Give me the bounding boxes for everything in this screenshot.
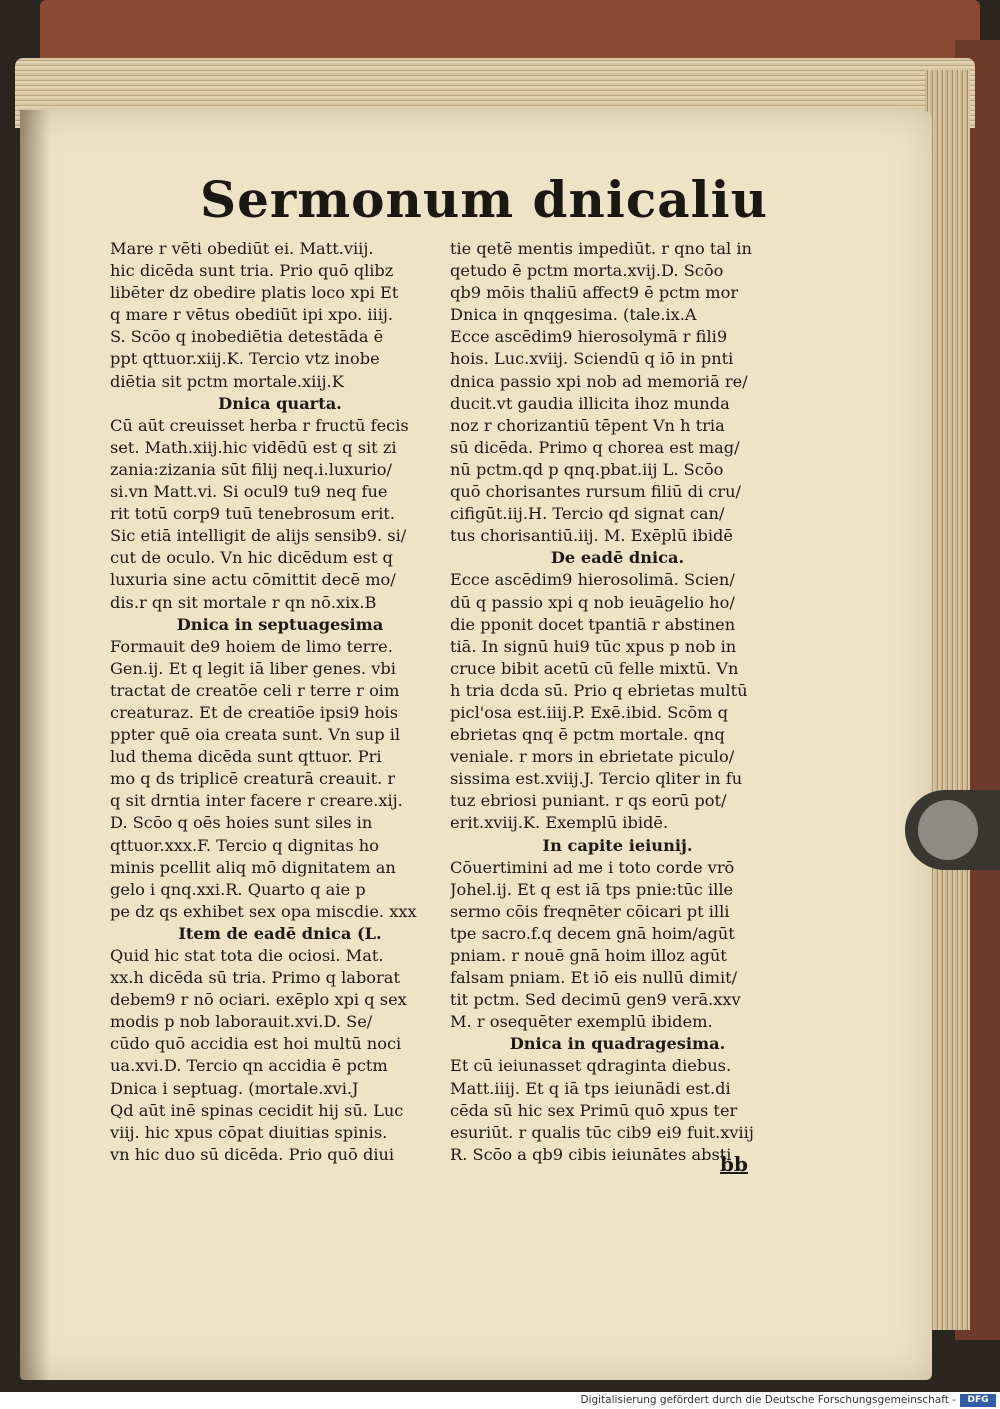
text-line: cēda sū hic sex Primū quō xpus ter — [450, 1100, 738, 1120]
text-line: cruce bibit acetū cū felle mixtū. Vn — [450, 658, 739, 678]
section-heading: Dnica in septuagesima — [176, 614, 384, 634]
text-line: vn hic duo sū dicēda. Prio quō diui — [110, 1144, 395, 1164]
text-line: Ecce ascēdim9 hierosolimā. Scien/ — [450, 570, 735, 590]
text-line: picl'osa est.iiij.P. Exē.ibid. Scōm q — [450, 702, 729, 722]
text-line: sermo cōis freqnēter cōicari pt illi — [450, 901, 730, 921]
text-line: gelo i qnq.xxi.R. Quarto q aie p — [110, 879, 366, 899]
text-line: h tria dcda sū. Prio q ebrietas multū — [450, 680, 748, 700]
footer-credit: Digitalisierung gefördert durch die Deutsche Forschungsgemeinschaft - — [580, 1394, 956, 1406]
text-line: zania:zizania sūt filij neq.i.luxurio/ — [110, 459, 392, 479]
text-line: ebrietas qnq ē pctm mortale. qnq — [450, 725, 725, 745]
page-clip-knob — [918, 800, 978, 860]
text-line: q mare r vētus obediūt ipi xpo. iiij. — [110, 305, 394, 325]
section-heading: Dnica quarta. — [218, 393, 342, 413]
text-line: tractat de creatōe celi r terre r oim — [110, 680, 400, 700]
text-line: Ecce ascēdim9 hierosolymā r fili9 — [450, 327, 728, 347]
dfg-logo: DFG — [960, 1394, 996, 1407]
left-column — [110, 238, 450, 1166]
text-line: tpe sacro.f.q decem gnā hoim/agūt — [450, 923, 735, 943]
text-line: tus chorisantiū.iij. M. Exēplū ibidē — [450, 526, 733, 546]
page-title: Sermonum dnicaliu — [200, 170, 769, 229]
text-line: libēter dz obedire platis loco xpi Et — [110, 283, 399, 303]
text-line: M. r osequēter exemplū ibidem. — [450, 1012, 713, 1032]
text-line: tuz ebriosi puniant. r qs eorū pot/ — [450, 791, 727, 811]
footer-bar — [0, 1392, 1000, 1409]
text-line: falsam pniam. Et iō eis nullū dimit/ — [450, 968, 738, 988]
text-line: nū pctm.qd p qnq.pbat.iij L. Scōo — [450, 459, 724, 479]
text-line: sū dicēda. Primo q chorea est mag/ — [450, 437, 740, 457]
spine-shadow — [20, 110, 50, 1380]
text-line: qttuor.xxx.F. Tercio q dignitas ho — [110, 835, 379, 855]
text-line: dū q passio xpi q nob ieuāgelio ho/ — [450, 592, 735, 612]
right-column — [450, 238, 785, 1166]
text-line: veniale. r mors in ebrietate piculo/ — [450, 747, 735, 767]
text-line: Matt.iiij. Et q iā tps ieiunādi est.di — [450, 1078, 731, 1098]
section-heading: Item de eadē dnica (L. — [178, 923, 382, 943]
text-line: xx.h dicēda sū tria. Primo q laborat — [110, 968, 400, 988]
section-heading: In capite ieiunij. — [542, 835, 693, 855]
text-line: mo q ds triplicē creaturā creauit. r — [110, 769, 396, 789]
text-line: rit totū corp9 tuū tenebrosum erit. — [110, 504, 396, 524]
text-line: Formauit de9 hoiem de limo terre. — [110, 636, 393, 656]
text-line: luxuria sine actu cōmittit decē mo/ — [110, 570, 396, 590]
text-line: hic dicēda sunt tria. Prio quō qlibz — [110, 261, 394, 281]
text-line: dis.r qn sit mortale r qn nō.xix.B — [110, 592, 377, 612]
text-line: hois. Luc.xviij. Sciendū q iō in pnti — [450, 349, 734, 369]
text-line: cifigūt.iij.H. Tercio qd signat can/ — [450, 504, 725, 524]
text-line: Et cū ieiunasset qdraginta diebus. — [450, 1056, 732, 1076]
text-line: D. Scōo q oēs hoies sunt siles in — [110, 813, 373, 833]
text-line: noz r chorizantiū tēpent Vn h tria — [450, 415, 725, 435]
text-line: Cōuertimini ad me i toto corde vrō — [450, 857, 735, 877]
text-line: qetudo ē pctm morta.xvij.D. Scōo — [450, 261, 724, 281]
text-line: R. Scōo a qb9 cibis ieiunātes absti — [450, 1144, 732, 1164]
text-line: ppter quē oia creata sunt. Vn sup il — [110, 725, 401, 745]
text-line: diētia sit pctm mortale.xiij.K — [110, 371, 344, 391]
text-line: ua.xvi.D. Tercio qn accidia ē pctm — [110, 1056, 388, 1076]
text-line: die pponit docet tpantiā r abstinen — [450, 614, 736, 634]
text-line: si.vn Matt.vi. Si ocul9 tu9 neq fue — [110, 482, 388, 502]
text-line: quō chorisantes rursum filiū di cru/ — [450, 482, 741, 502]
text-line: Mare r vēti obediūt ei. Matt.viij. — [110, 239, 374, 258]
text-line: cut de oculo. Vn hic dicēdum est q — [110, 548, 393, 568]
text-line: viij. hic xpus cōpat diuitias spinis. — [110, 1122, 388, 1142]
section-heading: Dnica in quadragesima. — [509, 1034, 726, 1054]
text-line: tiā. In signū hui9 tūc xpus p nob in — [450, 636, 737, 656]
text-line: minis pcellit aliq mō dignitatem an — [110, 857, 396, 877]
text-line: modis p nob laborauit.xvi.D. Se/ — [110, 1012, 373, 1032]
text-line: debem9 r nō ociari. exēplo xpi q sex — [110, 990, 407, 1010]
section-heading: De eadē dnica. — [550, 548, 685, 568]
text-line: creaturaz. Et de creatiōe ipsi9 hois — [110, 702, 399, 722]
text-line: Gen.ij. Et q legit iā liber genes. vbi — [110, 658, 396, 678]
text-line: S. Scōo q inobediētia detestāda ē — [110, 327, 384, 347]
text-line: Cū aūt creuisset herba r fructū fecis — [110, 415, 409, 435]
text-line: Dnica i septuag. (mortale.xvi.J — [110, 1078, 359, 1098]
book-cover-top — [40, 0, 980, 62]
text-line: Dnica in qnqgesima. (tale.ix.A — [450, 305, 697, 325]
text-line: Quid hic stat tota die ociosi. Mat. — [110, 946, 384, 965]
text-line: set. Math.xiij.hic vidēdū est q sit zi — [110, 437, 397, 457]
text-line: q sit drntia inter facere r creare.xij. — [110, 791, 403, 811]
text-line: tit pctm. Sed decimū gen9 verā.xxv — [450, 990, 741, 1010]
text-line: qb9 mōis thaliū affect9 ē pctm mor — [450, 283, 739, 303]
text-line: lud thema dicēda sunt qttuor. Pri — [110, 747, 382, 767]
text-line: erit.xviij.K. Exemplū ibidē. — [450, 813, 669, 833]
text-line: Qd aūt inē spinas cecidit hij sū. Luc — [110, 1100, 404, 1120]
text-line: cūdo quō accidia est hoi multū noci — [110, 1034, 402, 1054]
text-line: Johel.ij. Et q est iā tps pnie:tūc ille — [450, 879, 734, 899]
text-line: Sic etiā intelligit de alijs sensib9. si/ — [110, 526, 407, 546]
text-line: dnica passio xpi nob ad memoriā re/ — [450, 371, 748, 391]
text-line: pe dz qs exhibet sex opa miscdie. xxx — [110, 901, 417, 921]
text-line: ducit.vt gaudia illicita ihoz munda — [450, 393, 730, 413]
text-line: ppt qttuor.xiij.K. Tercio vtz inobe — [110, 349, 380, 369]
text-line: esuriūt. r qualis tūc cib9 ei9 fuit.xviij — [450, 1122, 754, 1142]
text-line: pniam. r nouē gnā hoim illoz agūt — [450, 946, 727, 965]
text-line: sissima est.xviij.J. Tercio qliter in fu — [450, 769, 743, 789]
text-line: tie qetē mentis impediūt. r qno tal in — [450, 239, 752, 258]
signature-mark: bb — [720, 1152, 748, 1176]
